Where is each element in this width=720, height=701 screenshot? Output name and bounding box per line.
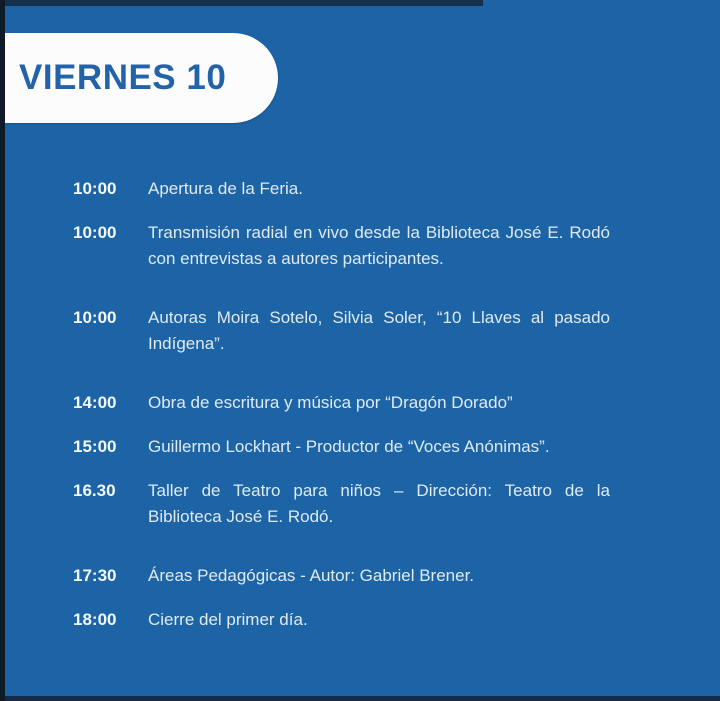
schedule-row — [73, 478, 610, 530]
event-time: 10:00 — [73, 179, 117, 198]
schedule-list — [73, 176, 610, 633]
event-description: Transmisión radial en vivo desde la Biblioteca José E. Rodó con entrevistas a autores participantes. — [148, 223, 610, 268]
top-edge-artifact — [0, 0, 483, 6]
event-description: Obra de escritura y música por “Dragón Dorado” — [148, 393, 513, 412]
day-title: VIERNES 10 — [19, 58, 227, 97]
event-time: 17:30 — [73, 566, 117, 585]
schedule-row — [73, 176, 610, 202]
day-banner — [5, 33, 278, 123]
event-description: Áreas Pedagógicas - Autor: Gabriel Brener. — [148, 566, 475, 585]
event-time: 15:00 — [73, 437, 117, 456]
schedule-row — [73, 563, 610, 589]
event-description: Cierre del primer día. — [148, 610, 308, 629]
event-description: Guillermo Lockhart - Productor de “Voces Anónimas”. — [148, 437, 550, 456]
event-description: Taller de Teatro para niños – Dirección: Teatro de la Biblioteca José E. Rodó. — [148, 481, 610, 526]
event-time: 16.30 — [73, 481, 116, 500]
event-time: 18:00 — [73, 610, 117, 629]
event-description: Apertura de la Feria. — [148, 179, 303, 198]
schedule-row — [73, 305, 610, 357]
event-time: 14:00 — [73, 393, 117, 412]
schedule-row — [73, 434, 610, 460]
bottom-edge-artifact — [0, 696, 720, 701]
event-description: Autoras Moira Sotelo, Silvia Soler, “10 Llaves al pasado Indígena”. — [148, 308, 610, 353]
schedule-row — [73, 607, 610, 633]
event-time: 10:00 — [73, 308, 117, 327]
schedule-row — [73, 220, 610, 272]
schedule-row — [73, 390, 610, 416]
event-time: 10:00 — [73, 223, 117, 242]
